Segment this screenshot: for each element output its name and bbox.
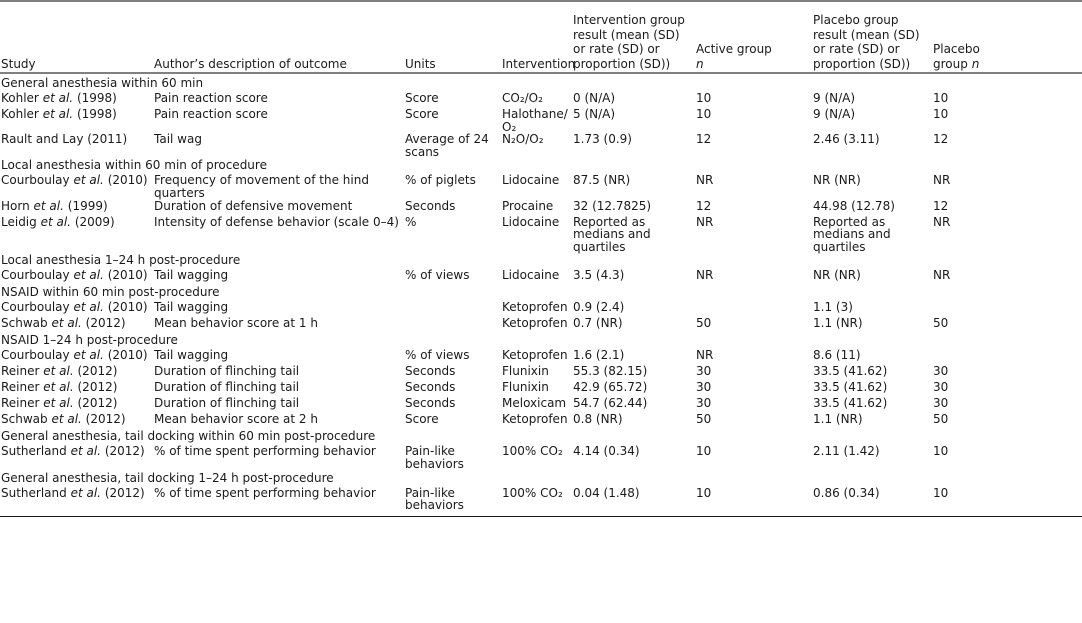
table-body — [0, 73, 1082, 516]
header-units: Units — [404, 1, 501, 73]
units-cell: % of piglets — [405, 173, 476, 188]
study-year: (2010) — [107, 348, 148, 363]
study-year: (2010) — [107, 173, 148, 188]
study-cell — [0, 317, 153, 333]
placebo-n-cell: 50 — [933, 412, 949, 427]
placebo-result-cell: NR (NR) — [813, 268, 861, 283]
placebo-result-cell: 9 (N/A) — [813, 91, 856, 105]
placebo-result-cell: 33.5 (41.62) — [813, 396, 888, 411]
section-row — [0, 333, 1082, 349]
units-cell: Score — [405, 91, 439, 105]
header-placebo-n — [932, 1, 1082, 73]
intervention-cell: Procaine — [502, 198, 554, 213]
header-description: Author’s description of outcome — [153, 1, 404, 73]
intervention-cell: Halothane/ O₂ — [502, 107, 568, 134]
study-author: Kohler — [1, 91, 39, 105]
active-n-cell: 50 — [696, 316, 712, 331]
intervention-result-cell: 32 (12.7825) — [573, 198, 652, 213]
header-intervention: Intervention — [501, 1, 572, 73]
study-author: Kohler — [1, 107, 39, 121]
active-n-cell: NR — [696, 214, 714, 229]
study-cell — [0, 365, 153, 381]
section-row — [0, 429, 1082, 445]
study-year: (2012) — [104, 444, 145, 459]
study-cell — [0, 216, 153, 254]
placebo-result-cell: Reported as medians and quartiles — [813, 214, 891, 254]
intervention-result-cell: 5 (N/A) — [573, 107, 616, 121]
placebo-n-cell: 12 — [933, 198, 949, 213]
section-row — [0, 285, 1082, 301]
study-author: Reiner — [1, 364, 40, 379]
units-cell: Seconds — [405, 396, 456, 411]
placebo-result-cell: 9 (N/A) — [813, 107, 856, 121]
units-cell: Seconds — [405, 364, 456, 379]
section-title: General anesthesia, tail docking 1–24 h post-procedure — [1, 470, 334, 485]
intervention-result-cell: 1.73 (0.9) — [573, 132, 632, 147]
outcome-description: Tail wagging — [154, 268, 229, 283]
study-etal: et al. — [42, 107, 74, 121]
table-row — [0, 200, 1082, 216]
units-cell: Seconds — [405, 380, 456, 395]
study-year: (1998) — [76, 107, 117, 121]
outcome-description: Tail wag — [154, 132, 202, 147]
study-year: (2012) — [77, 380, 118, 395]
header-active-n-symbol: n — [696, 56, 704, 71]
study-year: (2009) — [74, 214, 115, 229]
study-author: Schwab — [1, 316, 48, 331]
study-cell — [0, 301, 153, 317]
table-row — [0, 349, 1082, 365]
study-cell — [0, 349, 153, 365]
units-cell: Pain-like behaviors — [405, 485, 464, 513]
active-n-cell: NR — [696, 268, 714, 283]
outcome-description: Frequency of movement of the hind quarters — [154, 173, 369, 200]
placebo-n-cell: 50 — [933, 316, 949, 331]
units-cell: Pain-like behaviors — [405, 444, 464, 471]
study-etal: et al. — [73, 268, 104, 283]
placebo-n-cell: 10 — [933, 444, 949, 459]
intervention-cell: Lidocaine — [502, 214, 560, 229]
section-title: NSAID within 60 min post-procedure — [1, 285, 220, 300]
study-author: Courboulay — [1, 268, 70, 283]
outcome-description: Intensity of defense behavior (scale 0–4) — [154, 214, 399, 229]
study-cell — [0, 397, 153, 413]
units-cell — [404, 317, 501, 333]
placebo-n-cell — [932, 349, 1082, 365]
active-n-cell: NR — [696, 348, 714, 363]
study-year: (2010) — [107, 300, 148, 315]
study-author: Rault and Lay — [1, 132, 84, 147]
study-etal: et al. — [73, 348, 104, 363]
placebo-n-cell: 12 — [933, 132, 949, 147]
intervention-cell: Ketoprofen — [502, 348, 568, 363]
section-title: NSAID 1–24 h post-procedure — [1, 333, 178, 348]
placebo-result-cell: 44.98 (12.78) — [813, 198, 895, 213]
study-year: (2012) — [104, 485, 145, 500]
outcome-description: Tail wagging — [154, 348, 229, 363]
header-placebo-n-group: group — [933, 56, 968, 71]
intervention-result-cell: 55.3 (82.15) — [573, 364, 648, 379]
placebo-n-cell: 30 — [933, 380, 949, 395]
active-n-cell: 12 — [696, 198, 712, 213]
study-etal: et al. — [73, 300, 104, 315]
units-cell: % of views — [405, 268, 470, 283]
study-etal: et al. — [51, 412, 82, 427]
units-cell: Score — [405, 412, 439, 427]
active-n-cell: 30 — [696, 380, 712, 395]
table-row — [0, 92, 1082, 108]
active-n-cell: 30 — [696, 396, 712, 411]
table-row — [0, 397, 1082, 413]
placebo-n-cell: 10 — [933, 107, 949, 121]
intervention-cell: Flunixin — [502, 380, 549, 395]
intervention-result-cell: 0.8 (NR) — [573, 412, 623, 427]
outcome-description: Duration of flinching tail — [154, 380, 300, 395]
placebo-result-cell: 2.11 (1.42) — [813, 444, 880, 459]
table-row — [0, 413, 1082, 429]
study-author: Schwab — [1, 412, 48, 427]
study-year: (2012) — [85, 316, 126, 331]
intervention-cell: Ketoprofen — [502, 300, 568, 315]
study-author: Reiner — [1, 380, 40, 395]
study-etal: et al. — [51, 316, 82, 331]
study-etal: et al. — [43, 396, 74, 411]
table-row — [0, 317, 1082, 333]
placebo-n-cell: 30 — [933, 364, 949, 379]
section-row — [0, 471, 1082, 487]
table-header — [0, 1, 1082, 73]
outcome-description: Mean behavior score at 1 h — [154, 316, 318, 331]
table-row — [0, 301, 1082, 317]
active-n-cell: 50 — [696, 412, 712, 427]
intervention-cell: 100% CO₂ — [502, 485, 563, 500]
header-placebo-n-symbol: n — [971, 56, 980, 71]
active-n-cell: 10 — [696, 91, 712, 105]
intervention-result-cell: 0 (N/A) — [573, 91, 616, 105]
intervention-result-cell: 54.7 (62.44) — [573, 396, 648, 411]
study-year: (2012) — [77, 364, 118, 379]
active-n-cell: 30 — [696, 364, 712, 379]
active-n-cell: 10 — [696, 485, 712, 500]
active-n-cell: 12 — [696, 132, 712, 147]
placebo-n-cell: 10 — [933, 91, 949, 105]
units-cell: Seconds — [405, 198, 456, 213]
study-cell — [0, 133, 153, 158]
section-title: General anesthesia, tail docking within 60 min post-procedure — [1, 429, 376, 444]
intervention-result-cell: 1.6 (2.1) — [573, 348, 625, 363]
intervention-result-cell: 4.14 (0.34) — [573, 444, 640, 459]
outcome-description: Pain reaction score — [154, 91, 268, 105]
study-year: (2012) — [77, 396, 118, 411]
intervention-cell: Meloxicam — [502, 396, 567, 411]
units-cell: Score — [405, 107, 439, 121]
outcome-description: % of time spent performing behavior — [154, 444, 376, 459]
units-cell: Average of 24 scans — [405, 132, 489, 159]
units-cell — [404, 301, 501, 317]
study-cell — [0, 92, 153, 108]
intervention-result-cell: 0.9 (2.4) — [573, 300, 625, 315]
intervention-cell: 100% CO₂ — [502, 444, 563, 459]
header-study: Study — [0, 1, 153, 73]
placebo-result-cell: 33.5 (41.62) — [813, 380, 888, 395]
study-cell — [0, 381, 153, 397]
study-etal: et al. — [70, 444, 101, 459]
outcome-description: % of time spent performing behavior — [154, 485, 376, 500]
study-year: (1998) — [76, 91, 117, 105]
placebo-n-cell — [932, 301, 1082, 317]
study-year: (2011) — [87, 132, 128, 147]
intervention-cell: Lidocaine — [502, 268, 560, 283]
study-author: Leidig — [1, 214, 37, 229]
outcome-description: Pain reaction score — [154, 107, 268, 121]
study-year: (2010) — [107, 268, 148, 283]
header-placebo-result: Placebo group result (mean (SD) or rate (SD) or proportion (SD)) — [812, 1, 932, 73]
intervention-result-cell: 42.9 (65.72) — [573, 380, 648, 395]
study-author: Courboulay — [1, 173, 70, 188]
table-row — [0, 487, 1082, 517]
table-row — [0, 216, 1082, 254]
placebo-result-cell: 2.46 (3.11) — [813, 132, 880, 147]
table-row — [0, 108, 1082, 133]
intervention-result-cell: 87.5 (NR) — [573, 173, 631, 188]
study-author: Courboulay — [1, 348, 70, 363]
active-n-cell: 10 — [696, 107, 712, 121]
section-title: Local anesthesia within 60 min of procedure — [1, 158, 267, 173]
study-etal: et al. — [70, 485, 101, 500]
placebo-result-cell: 1.1 (NR) — [813, 412, 863, 427]
study-cell — [0, 174, 153, 199]
placebo-result-cell: 0.86 (0.34) — [813, 485, 880, 500]
section-title: Local anesthesia 1–24 h post-procedure — [1, 253, 241, 268]
study-cell — [0, 200, 153, 216]
placebo-n-cell: 10 — [933, 485, 949, 500]
section-row — [0, 253, 1082, 269]
intervention-cell: N₂O/O₂ — [502, 132, 544, 147]
outcome-description: Duration of flinching tail — [154, 396, 300, 411]
placebo-result-cell: 1.1 (NR) — [813, 316, 863, 331]
placebo-n-cell: NR — [933, 268, 951, 283]
study-year: (1999) — [67, 198, 108, 213]
study-etal: et al. — [43, 364, 74, 379]
placebo-result-cell: 8.6 (11) — [813, 348, 861, 363]
outcome-description: Duration of defensive movement — [154, 198, 353, 213]
header-intervention-result: Intervention group result (mean (SD) or rate (SD) or proportion (SD)) — [572, 1, 695, 73]
intervention-cell: Lidocaine — [502, 173, 560, 188]
study-author: Horn — [1, 198, 30, 213]
study-cell — [0, 413, 153, 429]
placebo-n-cell: NR — [933, 214, 951, 229]
placebo-result-cell: NR (NR) — [813, 173, 861, 188]
active-n-cell: NR — [696, 173, 714, 188]
header-active-n-label: Active group — [696, 42, 772, 56]
table-row — [0, 365, 1082, 381]
placebo-n-cell: 30 — [933, 396, 949, 411]
intervention-cell: Ketoprofen — [502, 316, 568, 331]
active-n-cell: 10 — [696, 444, 712, 459]
table-row — [0, 133, 1082, 158]
placebo-result-cell: 1.1 (3) — [813, 300, 853, 315]
table-row — [0, 269, 1082, 285]
study-etal: et al. — [73, 173, 104, 188]
outcome-description: Duration of flinching tail — [154, 364, 300, 379]
table-row — [0, 174, 1082, 199]
study-etal: et al. — [43, 380, 74, 395]
section-row — [0, 73, 1082, 92]
study-cell — [0, 487, 153, 517]
study-author: Sutherland — [1, 485, 67, 500]
study-cell — [0, 269, 153, 285]
header-placebo-n-label: Placebo — [933, 42, 980, 56]
outcome-description: Tail wagging — [154, 300, 229, 315]
study-author: Reiner — [1, 396, 40, 411]
table-row — [0, 445, 1082, 470]
intervention-result-cell: 0.7 (NR) — [573, 316, 623, 331]
outcome-description: Mean behavior score at 2 h — [154, 412, 318, 427]
study-etal: et al. — [33, 198, 64, 213]
intervention-cell: Ketoprofen — [502, 412, 568, 427]
intervention-result-cell: Reported as medians and quartiles — [573, 214, 651, 254]
header-active-n — [695, 1, 812, 73]
study-year: (2012) — [85, 412, 126, 427]
placebo-n-cell: NR — [933, 173, 951, 188]
intervention-result-cell: 3.5 (4.3) — [573, 268, 625, 283]
intervention-cell: Flunixin — [502, 364, 549, 379]
intervention-cell: CO₂/O₂ — [502, 91, 543, 105]
intervention-result-cell: 0.04 (1.48) — [573, 485, 640, 500]
units-cell: % — [405, 214, 417, 229]
active-n-cell — [695, 301, 812, 317]
study-cell — [0, 108, 153, 133]
units-cell: % of views — [405, 348, 470, 363]
study-author: Courboulay — [1, 300, 70, 315]
study-etal: et al. — [40, 214, 71, 229]
study-etal: et al. — [42, 91, 74, 105]
table-row — [0, 381, 1082, 397]
placebo-result-cell: 33.5 (41.62) — [813, 364, 888, 379]
section-row — [0, 158, 1082, 174]
study-cell — [0, 445, 153, 470]
section-title: General anesthesia within 60 min — [1, 76, 204, 90]
study-author: Sutherland — [1, 444, 67, 459]
